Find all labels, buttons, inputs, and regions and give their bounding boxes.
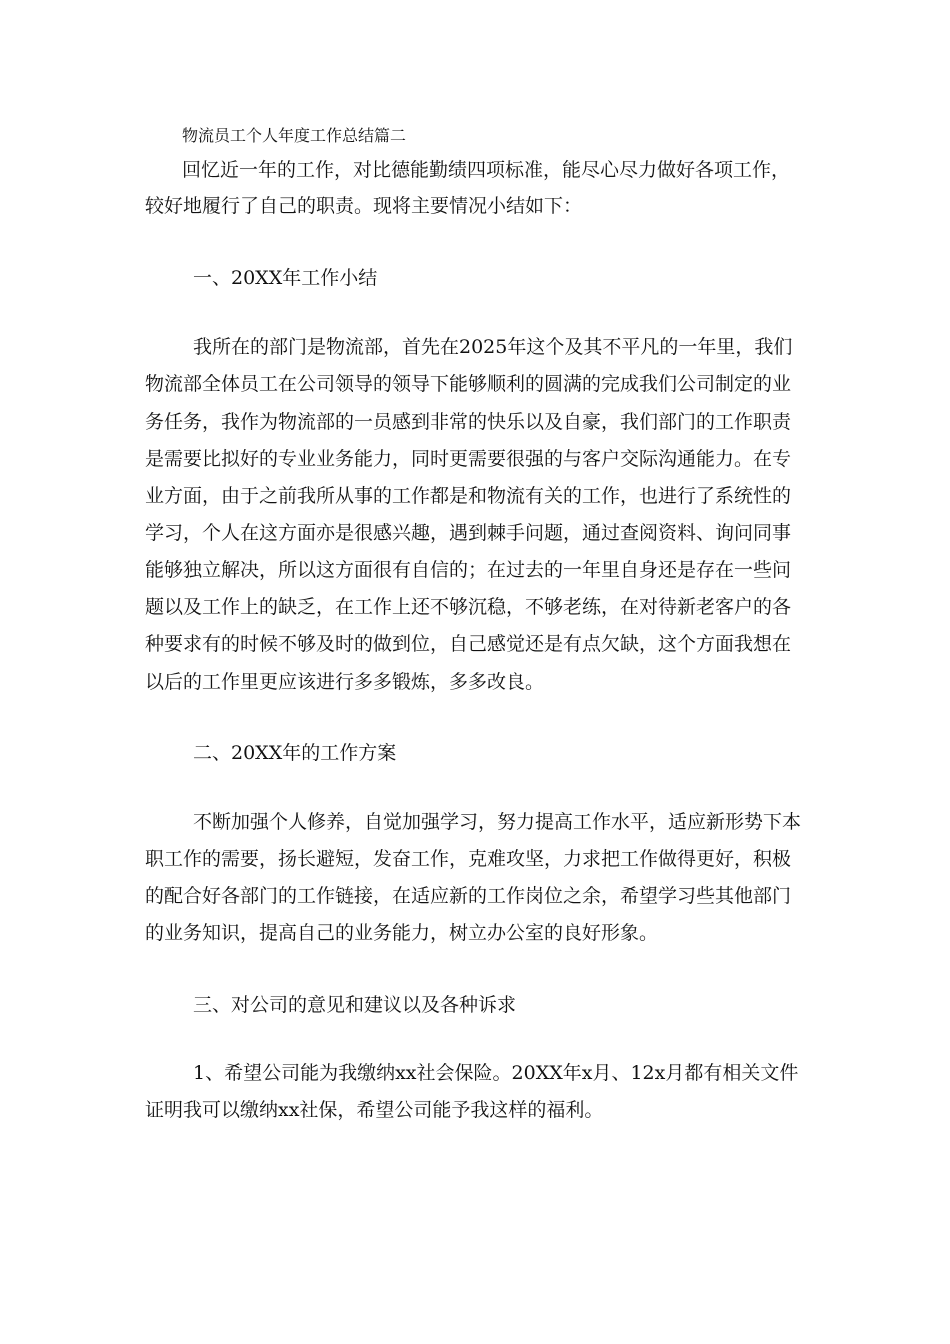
section1-line-10: 以后的工作里更应该进行多多锻炼，多多改良。 bbox=[145, 671, 545, 693]
section1-line-3: 务任务，我作为物流部的一员感到非常的快乐以及自豪，我们部门的工作职责 bbox=[145, 411, 792, 433]
section3-heading: 三、对公司的意见和建议以及各种诉求 bbox=[193, 994, 517, 1016]
intro-line-1: 回忆近一年的工作，对比德能勤绩四项标准，能尽心尽力做好各项工作， bbox=[182, 159, 791, 181]
section3-line-1: 1、希望公司能为我缴纳xx社会保险。20XX年x月、12x月都有相关文件 bbox=[193, 1062, 799, 1084]
section1-line-9: 种要求有的时候不够及时的做到位，自己感觉还是有点欠缺，这个方面我想在 bbox=[145, 633, 792, 655]
section1-line-5: 业方面，由于之前我所从事的工作都是和物流有关的工作，也进行了系统性的 bbox=[145, 485, 792, 507]
section1-line-2: 物流部全体员工在公司领导的领导下能够顺利的圆满的完成我们公司制定的业 bbox=[145, 373, 792, 395]
section1-line-8: 题以及工作上的缺乏，在工作上还不够沉稳，不够老练，在对待新老客户的各 bbox=[145, 596, 792, 618]
section1-line-6: 学习，个人在这方面亦是很感兴趣，遇到棘手问题，通过查阅资料、询问同事 bbox=[145, 522, 792, 544]
document-title: 物流员工个人年度工作总结篇二 bbox=[182, 126, 407, 145]
section2-line-1: 不断加强个人修养，自觉加强学习，努力提高工作水平，适应新形势下本 bbox=[193, 811, 802, 833]
section2-line-4: 的业务知识，提高自己的业务能力，树立办公室的良好形象。 bbox=[145, 922, 659, 944]
section1-line-7: 能够独立解决，所以这方面很有自信的；在过去的一年里自身还是存在一些问 bbox=[145, 559, 792, 581]
intro-line-2: 较好地履行了自己的职责。现将主要情况小结如下： bbox=[145, 195, 583, 217]
section3-line-2: 证明我可以缴纳xx社保，希望公司能予我这样的福利。 bbox=[145, 1099, 604, 1121]
section1-line-4: 是需要比拟好的专业业务能力，同时更需要很强的与客户交际沟通能力。在专 bbox=[145, 448, 792, 470]
section2-heading: 二、20XX年的工作方案 bbox=[193, 742, 397, 764]
section2-line-3: 的配合好各部门的工作链接，在适应新的工作岗位之余，希望学习些其他部门 bbox=[145, 885, 792, 907]
section1-heading: 一、20XX年工作小结 bbox=[193, 267, 378, 289]
section2-line-2: 职工作的需要，扬长避短，发奋工作，克难攻坚，力求把工作做得更好，积极 bbox=[145, 848, 792, 870]
section1-line-1: 我所在的部门是物流部，首先在2025年这个及其不平凡的一年里，我们 bbox=[193, 336, 793, 358]
